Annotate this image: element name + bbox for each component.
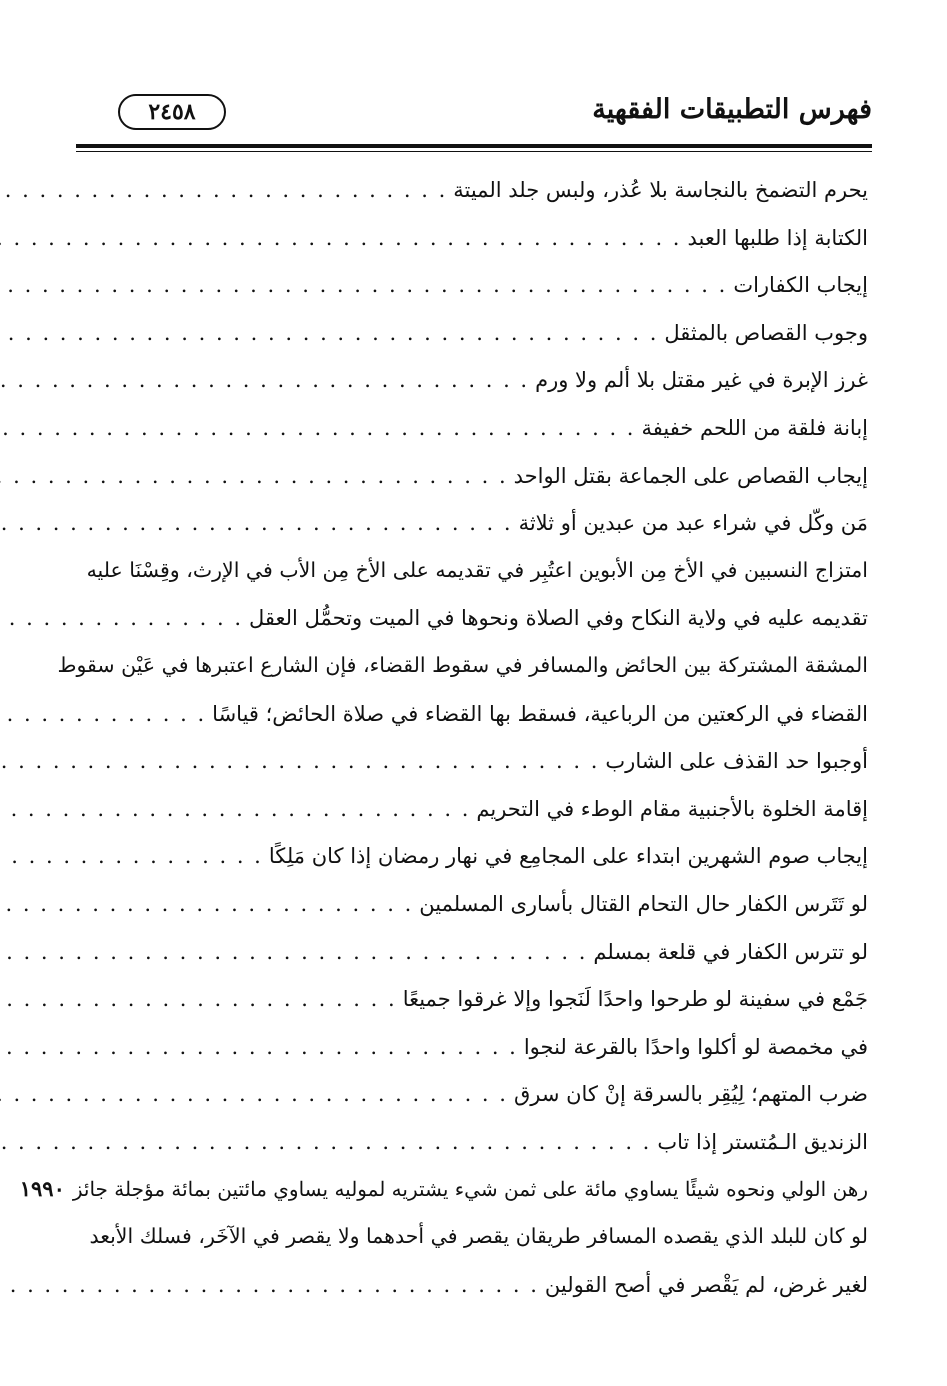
- leader-dots: [0, 310, 658, 358]
- leader-dots: [0, 500, 513, 548]
- leader-dots: [0, 1024, 518, 1072]
- entry-text: لو تترس الكفار في قلعة بمسلم: [593, 939, 868, 964]
- leader-dots: [0, 215, 681, 263]
- header-rule-thin: [76, 151, 872, 152]
- index-entry-continued: [57, 642, 868, 690]
- entry-text: إيجاب صوم الشهرين ابتداء على المجامِع في نهار رمضان إذا كان مَلِكًا: [268, 844, 868, 869]
- index-entry: [100, 1023, 868, 1071]
- index-entry: [100, 975, 868, 1023]
- leader-dots: [0, 738, 599, 786]
- entry-text: المشقة المشتركة بين الحائض والمسافر في سقوط القضاء، فإن الشارع اعتبرها في عَيْن سقوط: [57, 652, 868, 677]
- leader-dots: [0, 786, 470, 834]
- entry-text: في مخمصة لو أكلوا واحدًا بالقرعة لنجوا: [523, 1034, 868, 1059]
- index-entry: [100, 1118, 868, 1166]
- index-entry: [19, 1165, 868, 1213]
- leader-dots: [0, 976, 397, 1024]
- index-entry: [100, 594, 868, 642]
- entry-text: غرز الإبرة في غير مقتل بلا ألم ولا ورم: [535, 368, 868, 393]
- entry-page: ١٩٩٠: [19, 1176, 65, 1202]
- entry-text: رهن الولي ونحوه شيئًا يساوي مائة على ثمن شيء يشتريه لموليه يساوي مائتين بمائة مؤجلة جائز: [72, 1177, 868, 1202]
- header-rule: [76, 144, 872, 148]
- entry-text: يحرم التضمخ بالنجاسة بلا عُذر، ولبس جلد الميتة: [453, 178, 868, 202]
- page-header: [76, 88, 872, 140]
- index-entry: [100, 1070, 868, 1118]
- leader-dots: [0, 1119, 651, 1167]
- leader-dots: [0, 357, 529, 405]
- entry-text: لو كان للبلد الذي يقصده المسافر طريقان يقصر في أحدهما ولا يقصر في الآخَر، فسلك الأبعد: [89, 1224, 868, 1249]
- leader-dots: [0, 405, 635, 453]
- entry-text: لو تَتَرس الكفار حال التحام القتال بأسارى المسلمين: [419, 891, 868, 916]
- entry-text: القضاء في الركعتين من الرباعية، فسقط بها القضاء في صلاة الحائض؛ قياسًا: [212, 701, 868, 726]
- index-entry: [100, 499, 868, 547]
- leader-dots: [0, 1071, 508, 1119]
- entry-text: الزنديق الـمُتستر إذا تاب: [657, 1129, 868, 1154]
- entry-text: تقديمه عليه في ولاية النكاح وفي الصلاة ونحوها في الميت وتحمُّل العقل: [249, 606, 868, 631]
- leader-dots: [0, 833, 263, 881]
- entry-text: لغير غرض، لم يَقْصر في أصح القولين: [544, 1272, 868, 1297]
- index-entry: [100, 452, 868, 500]
- index-entry: [100, 785, 868, 833]
- index-entry: [100, 214, 868, 262]
- index-entry: [100, 261, 868, 309]
- leader-dots: [0, 262, 727, 310]
- index-entry-continued: [89, 1213, 868, 1261]
- entry-text: الكتابة إذا طلبها العبد: [687, 225, 868, 250]
- index-entry-continued: [86, 547, 868, 595]
- running-title: فهرس التطبيقات الفقهية: [592, 94, 872, 125]
- entry-text: وجوب القصاص بالمثقل: [664, 320, 868, 345]
- entry-text: أوجبوا حد القذف على الشارب: [605, 749, 868, 774]
- leader-dots: [0, 595, 243, 643]
- leader-dots: [0, 453, 508, 501]
- leader-dots: [0, 881, 413, 929]
- entry-text: ضرب المتهم؛ لِيُقِر بالسرقة إنْ كان سرق: [513, 1082, 868, 1107]
- index-entry: [100, 1261, 868, 1309]
- entry-text: إبانة فلقة من اللحم خفيفة: [641, 415, 868, 440]
- leader-dots: [0, 167, 447, 215]
- index-entry: [100, 166, 868, 214]
- entry-text: امتزاج النسبين في الأخ مِن الأبوين اعتُبِر في تقديمه على الأخ مِن الأب في الإرث، وقِسْنَا عليه: [86, 557, 868, 582]
- leader-dots: [0, 929, 587, 977]
- leader-dots: [0, 1262, 539, 1310]
- entry-text: جَمْع في سفينة لو طرحوا واحدًا لَنَجوا وإلا غرقوا جميعًا: [402, 987, 868, 1012]
- index-entry: [100, 832, 868, 880]
- entry-text: إقامة الخلوة بالأجنبية مقام الوطء في التحريم: [476, 796, 868, 821]
- index-entry: [100, 690, 868, 738]
- index-entries: [19, 166, 868, 1308]
- index-entry: [100, 737, 868, 785]
- entry-text: إيجاب القصاص على الجماعة بقتل الواحد: [513, 463, 868, 488]
- entry-text: مَن وكّل في شراء عبد من عبدين أو ثلاثة: [518, 511, 868, 536]
- index-entry: [100, 404, 868, 452]
- index-entry: [100, 356, 868, 404]
- leader-dots: [0, 691, 206, 739]
- entry-text: إيجاب الكفارات: [733, 273, 868, 298]
- index-entry: [100, 309, 868, 357]
- index-entry: [100, 880, 868, 928]
- page-number: ٢٤٥٨: [118, 94, 226, 130]
- index-entry: [100, 928, 868, 976]
